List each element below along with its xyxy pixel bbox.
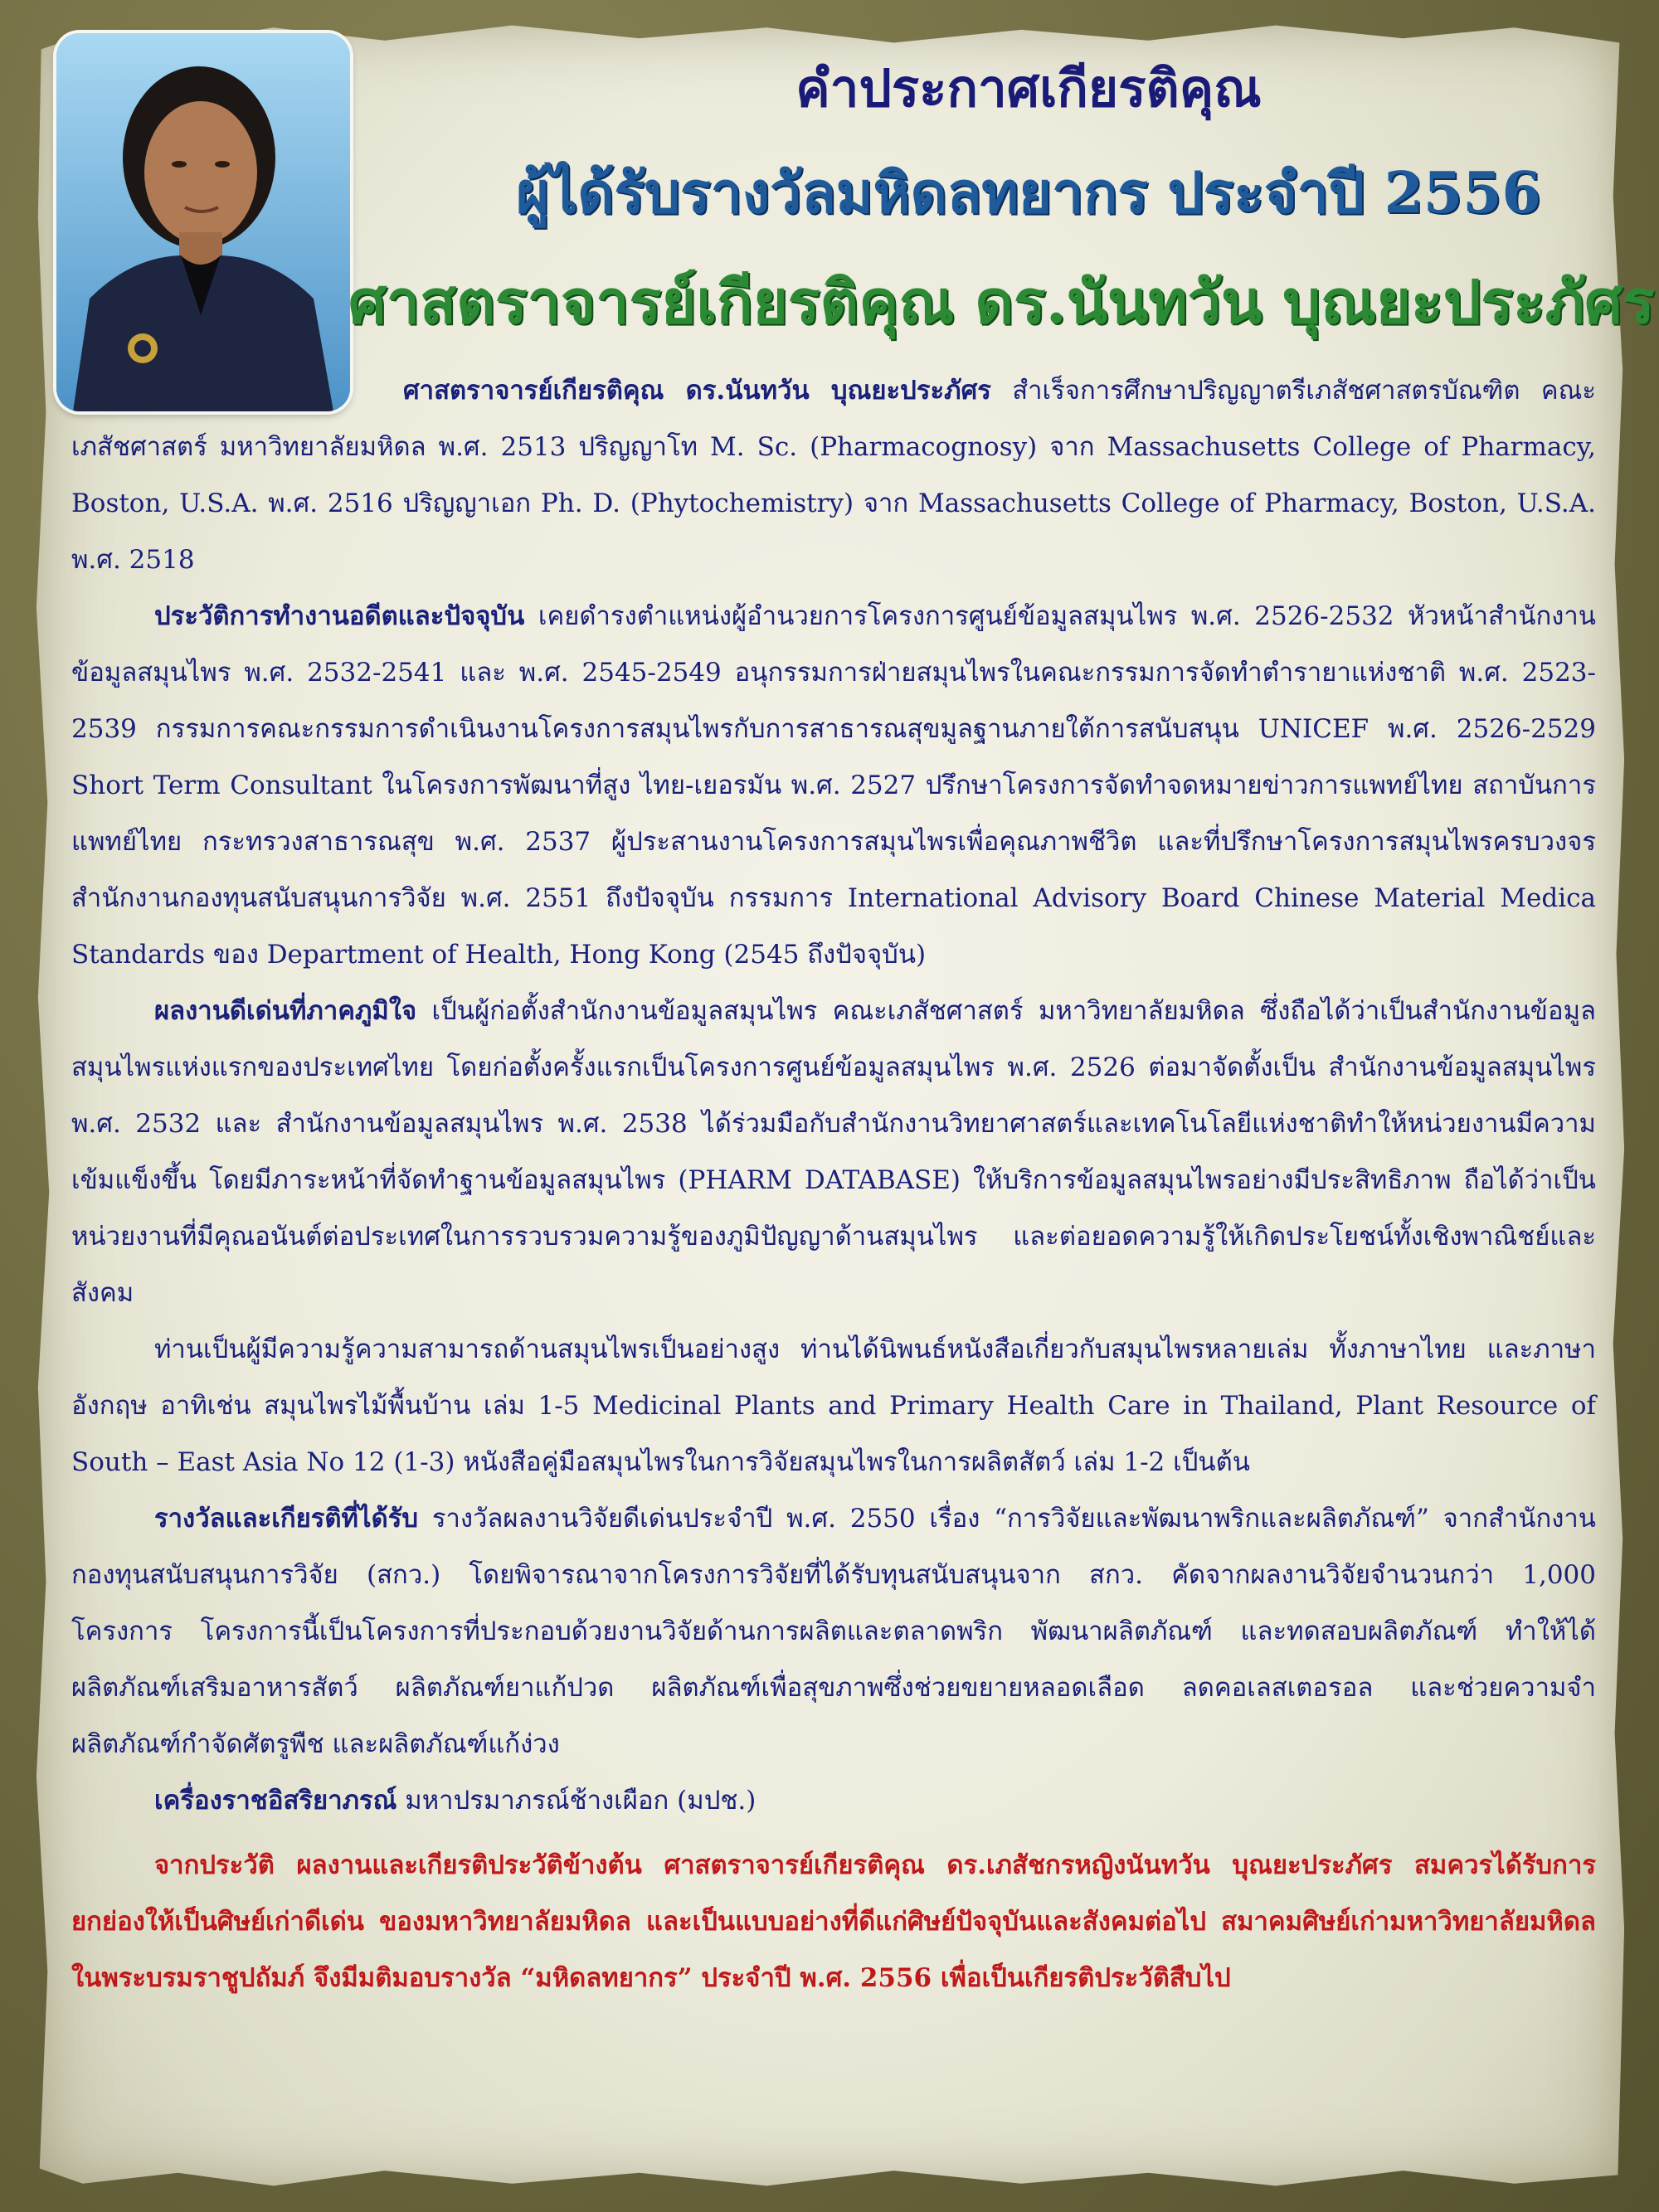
decoration-text: มหาปรมาภรณ์ช้างเผือก (มปช.) [397, 1786, 757, 1816]
expertise-text: ท่านเป็นผู้มีความรู้ความสามารถด้านสมุนไพรเป็นอย่างสูง ท่านได้นิพนธ์หนังสือเกี่ยวกับสมุนไพรหลายเล่ม ทั้งภาษาไทย และภาษาอังกฤษ อาทิเช่น สมุนไพรไม้พื้นบ้าน เล่ม 1-5 Medicinal Plants and Primary Health Care in Thailand, Plant Resource of South – East Asia No 12 (1-3) หนังสือคู่มือสมุนไพรในการวิจัยสมุนไพรในการผลิตสัตว์ เล่ม 1-2 เป็นต้น [71, 1334, 1596, 1477]
career-text: เคยดำรงตำแหน่งผู้อำนวยการโครงการศูนย์ข้อมูลสมุนไพร พ.ศ. 2526-2532 หัวหน้าสำนักงานข้อมูลสมุนไพร พ.ศ. 2532-2541 และ พ.ศ. 2545-2549 อนุกรรมการฝ่ายสมุนไพรในคณะกรรมการจัดทำตำรายาแห่งชาติ พ.ศ. 2523-2539 กรรมการคณะกรรมการดำเนินงานโครงการสมุนไพรกับการสาธารณสุขมูลฐานภายใต้การสนับสนุน UNICEF พ.ศ. 2526-2529 Short Term Consultant ในโครงการพัฒนาที่สูง ไทย-เยอรมัน พ.ศ. 2527 ปรึกษาโครงการจัดทำจดหมายข่าวการแพทย์ไทย สถาบันการแพทย์ไทย กระทรวงสาธารณสุข พ.ศ. 2537 ผู้ประสานงานโครงการสมุนไพรเพื่อคุณภาพชีวิต และที่ปรึกษาโครงการสมุนไพรครบวงจร สำนักงานกองทุนสนับสนุนการวิจัย พ.ศ. 2551 ถึงปัจจุบัน กรรมการ International Advisory Board Chinese Material Medica Standards ของ Department of Health, Hong Kong (2545 ถึงปัจจุบัน) [71, 601, 1596, 970]
works-paragraph [71, 983, 1596, 1321]
announcement-title: คำประกาศเกียรติคุณ [795, 58, 1262, 119]
awards-label: รางวัลและเกียรติที่ได้รับ [154, 1504, 419, 1534]
education-paragraph [71, 362, 1596, 588]
awards-text: รางวัลผลงานวิจัยดีเด่นประจำปี พ.ศ. 2550 เรื่อง “การวิจัยและพัฒนาพริกและผลิตภัณฑ์” จากสำนักงานกองทุนสนับสนุนการวิจัย (สกว.) โดยพิจารณาจากโครงการวิจัยที่ได้รับทุนสนับสนุนจาก สกว. คัดจากผลงานวิจัยจำนวนกว่า 1,000 โครงการ โครงการนี้เป็นโครงการที่ประกอบด้วยงานวิจัยด้านการผลิตและตลาดพริก พัฒนาผลิตภัณฑ์ และทดสอบผลิตภัณฑ์ ทำให้ได้ผลิตภัณฑ์เสริมอาหารสัตว์ ผลิตภัณฑ์ยาแก้ปวด ผลิตภัณฑ์เพื่อสุขภาพซึ่งช่วยขยายหลอดเลือด ลดคอเลสเตอรอล และช่วยความจำ ผลิตภัณฑ์กำจัดศัตรูพืช และผลิตภัณฑ์แก้ง่วง [71, 1504, 1596, 1759]
decoration-paragraph [71, 1772, 1596, 1829]
works-label: ผลงานดีเด่นที่ภาคภูมิใจ [154, 996, 417, 1026]
intro-label: ศาสตราจารย์เกียรติคุณ ดร.นันทวัน บุณยะประภัศร [403, 376, 991, 406]
expertise-paragraph [71, 1321, 1596, 1490]
portrait-illustration [56, 33, 350, 411]
citation-body [71, 362, 1596, 2006]
honoree-name: ศาสตราจารย์เกียรติคุณ ดร.นันทวัน บุณยะประภัศร [348, 266, 1655, 337]
career-paragraph [71, 588, 1596, 983]
career-label: ประวัติการทำงานอดีตและปัจจุบัน [154, 601, 525, 631]
works-text: เป็นผู้ก่อตั้งสำนักงานข้อมูลสมุนไพร คณะเภสัชศาสตร์ มหาวิทยาลัยมหิดล ซึ่งถือได้ว่าเป็นสำนักงานข้อมูลสมุนไพรแห่งแรกของประเทศไทย โดยก่อตั้งครั้งแรกเป็นโครงการศูนย์ข้อมูลสมุนไพร พ.ศ. 2526 ต่อมาจัดตั้งเป็น สำนักงานข้อมูลสมุนไพร พ.ศ. 2532 และ สำนักงานข้อมูลสมุนไพร พ.ศ. 2538 ได้ร่วมมือกับสำนักงานวิทยาศาสตร์และเทคโนโลยีแห่งชาติทำให้หน่วยงานมีความเข้มแข็งขึ้น โดยมีภาระหน้าที่จัดทำฐานข้อมูลสมุนไพร (PHARM DATABASE) ให้บริการข้อมูลสมุนไพรอย่างมีประสิทธิภาพ ถือได้ว่าเป็นหน่วยงานที่มีคุณอนันต์ต่อประเทศในการรวบรวมความรู้ของภูมิปัญญาด้านสมุนไพร และต่อยอดความรู้ให้เกิดประโยชน์ทั้งเชิงพาณิชย์และสังคม [71, 996, 1596, 1308]
intro-text: สำเร็จการศึกษาปริญญาตรีเภสัชศาสตรบัณฑิต คณะเภสัชศาสตร์ มหาวิทยาลัยมหิดล พ.ศ. 2513 ปริญญาโท M. Sc. (Pharmacognosy) จาก Massachusetts College of Pharmacy, Boston, U.S.A. พ.ศ. 2516 ปริญญาเอก Ph. D. (Phytochemistry) จาก Massachusetts College of Pharmacy, Boston, U.S.A. พ.ศ. 2518 [71, 376, 1596, 575]
decoration-label: เครื่องราชอิสริยาภรณ์ [154, 1786, 397, 1816]
award-title: ผู้ได้รับรางวัลมหิดลทยากร ประจำปี 2556 [516, 160, 1541, 226]
portrait-photo [56, 33, 350, 411]
awards-paragraph [71, 1490, 1596, 1772]
closing-paragraph: จากประวัติ ผลงานและเกียรติประวัติข้างต้น ศาสตราจารย์เกียรติคุณ ดร.เภสัชกรหญิงนันทวัน บุณยะประภัศร สมควรได้รับการยกย่องให้เป็นศิษย์เก่าดีเด่น ของมหาวิทยาลัยมหิดล และเป็นแบบอย่างที่ดีแก่ศิษย์ปัจจุบันและสังคมต่อไป สมาคมศิษย์เก่ามหาวิทยาลัยมหิดล ในพระบรมราชูปถัมภ์ จึงมีมติมอบรางวัล “มหิดลทยากร” ประจำปี พ.ศ. 2556 เพื่อเป็นเกียรติประวัติสืบไป [71, 1850, 1596, 1993]
